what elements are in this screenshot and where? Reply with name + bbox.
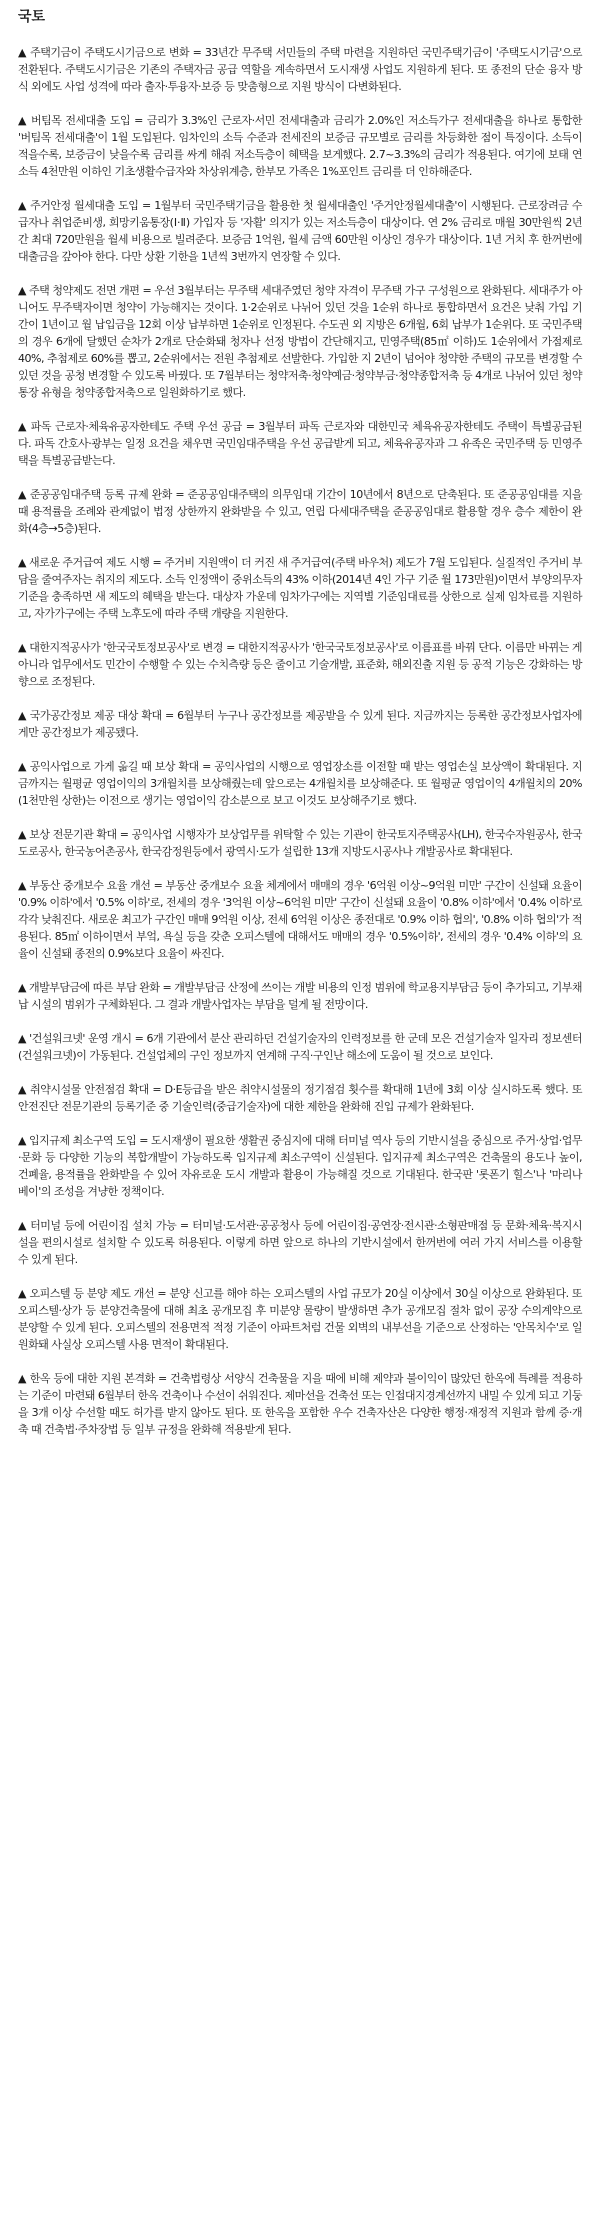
policy-item (18, 1132, 582, 1200)
policy-item (18, 877, 582, 962)
policy-item-text: ▲ 개발부담금에 따른 부담 완화 = 개발부담금 산정에 쓰이는 개발 비용의 인정 범위에 학교용지부담금 등이 추가되고, 기부채납 시설의 범위가 구체화된다. 그 결과 개발사업자는 부담을 덜게 될 전망이다. (18, 981, 582, 1011)
policy-item-text: ▲ 보상 전문기관 확대 = 공익사업 시행자가 보상업무를 위탁할 수 있는 기관이 한국토지주택공사(LH), 한국수자원공사, 한국도로공사, 한국농어촌공사, 한국감정원등에서 광역시·도가 설립한 13개 지방도시공사나 개발공사로 확대된다. (18, 828, 582, 858)
policy-item (18, 1081, 582, 1115)
policy-item-text: ▲ 터미널 등에 어린이집 설치 가능 = 터미널·도서관·공공청사 등에 어린이집·공연장·전시관·소형판매점 등 문화·체육·복지시설을 편의시설로 설치할 수 있도록 허용된다. 이렇게 하면 앞으로 하나의 기반시설에서 한꺼번에 여러 가지 서비스를 이용할 수 있게 된다. (18, 1219, 582, 1266)
policy-item-text: ▲ 주거안정 월세대출 도입 = 1월부터 국민주택기금을 활용한 첫 월세대출인 '주거안정월세대출'이 시행된다. 근로장려금 수급자나 취업준비생, 희망키움통장(Ⅰ·Ⅱ) 가입자 등 '자활' 의지가 있는 저소득층이 대상이다. 연 2% 금리로 매월 30만원씩 2년간 최대 720만원을 월세 비용으로 빌려준다. 보증금 1억원, 월세 금액 60만원 이상인 경우가 대상이다. 1년 거치 후 한꺼번에 대출금을 갚아야 한다. 다만 상환 기한을 1년씩 3번까지 연장할 수 있다. (18, 199, 582, 263)
policy-item-text: ▲ 공익사업으로 가게 옮길 때 보상 확대 = 공익사업의 시행으로 영업장소를 이전할 때 받는 영업손실 보상액이 확대된다. 지금까지는 월평균 영업이익의 3개월치를 보상해줬는데 앞으로는 4개월치를 보상해준다. 또 월평균 영업이익 4개월치의 20%(1천만원 상한)는 이전으로 생기는 영업이익 감소분으로 보고 이것도 보상해주기로 했다. (18, 760, 582, 807)
policy-item (18, 1217, 582, 1268)
policy-item (18, 282, 582, 401)
policy-item-text: ▲ 입지규제 최소구역 도입 = 도시재생이 필요한 생활권 중심지에 대해 터미널 역사 등의 기반시설을 중심으로 주거·상업·업무·문화 등 다양한 기능의 복합개발이 가능하도록 입지규제 최소구역이 신설된다. 입지규제 최소구역은 건축물의 용도나 높이, 건폐율, 용적률을 완화받을 수 있어 자유로운 도시 개발과 활용이 가능해질 것으로 기대된다. 한국판 '롯폰기 힐스'나 '마리나베이'의 조성을 겨냥한 정책이다. (18, 1134, 582, 1198)
policy-item-text: ▲ 대한지적공사가 '한국국토정보공사'로 변경 = 대한지적공사가 '한국국토정보공사'로 이름표를 바꿔 단다. 이름만 바뀌는 게 아니라 업무에서도 민간이 수행할 수 있는 수치측량 등은 줄이고 기술개발, 표준화, 해외진출 지원 등 공적 기능은 강화하는 방향으로 조정된다. (18, 641, 582, 688)
policy-item (18, 486, 582, 537)
policy-item-text: ▲ 부동산 중개보수 요율 개선 = 부동산 중개보수 요율 체계에서 매매의 경우 '6억원 이상~9억원 미만' 구간이 신설돼 요율이 '0.9% 이하'에서 '0.5% 이하'로, 전세의 경우 '3억원 이상~6억원 미만' 구간이 신설돼 요율이 '0.8% 이하'에서 '0.4% 이하'로 각각 낮춰진다. 새로운 최고가 구간인 매매 9억원 이상, 전세 6억원 이상은 종전대로 '0.9% 이하 협의', '0.8% 이하 협의'가 적용된다. 85㎡ 이하이면서 부엌, 욕실 등을 갖춘 오피스텔에 대해서도 매매의 경우 '0.5%이하', 전세의 경우 '0.4% 이하'의 요율이 신설돼 종전의 0.9%보다 요율이 싸진다. (18, 879, 582, 960)
policy-item (18, 639, 582, 690)
policy-item (18, 554, 582, 622)
policy-item-text: ▲ '건설워크넷' 운영 개시 = 6개 기관에서 분산 관리하던 건설기술자의 인력정보를 한 군데 모은 건설기술자 일자리 정보센터(건설워크넷)이 가동된다. 건설업체의 구인 정보까지 연계해 구직·구인난 해소에 도움이 될 것으로 보인다. (18, 1032, 582, 1062)
policy-item-text: ▲ 국가공간정보 제공 대상 확대 = 6월부터 누구나 공간정보를 제공받을 수 있게 된다. 지금까지는 등록한 공간정보사업자에게만 공간정보가 제공됐다. (18, 709, 582, 739)
policy-item-text: ▲ 한옥 등에 대한 지원 본격화 = 건축법령상 서양식 건축물을 지을 때에 비해 제약과 불이익이 많았던 한옥에 특례를 적용하는 기준이 마련돼 6월부터 한옥 건축이나 수선이 쉬워진다. 제마선을 건축선 또는 인접대지경계선까지 내밀 수 있게 되고 기둥을 3개 이상 수선할 때도 허가를 받지 않아도 된다. 또 한옥을 포함한 우수 건축자산은 다양한 행정·재정적 지원과 함께 증·개축 때 건축법·주차장법 등 일부 규정을 완화해 적용받게 된다. (18, 1372, 582, 1436)
section-title: 국토 (18, 9, 46, 25)
policy-item (18, 112, 582, 180)
policy-item (18, 1285, 582, 1353)
policy-item-text: ▲ 주택 청약제도 전면 개편 = 우선 3월부터는 무주택 세대주였던 청약 자격이 무주택 가구 구성원으로 완화된다. 세대주가 아니어도 무주택자이면 청약이 가능해지는 것이다. 1·2순위로 나뉘어 있던 것을 1순위 하나로 통합하면서 요건은 낮춰 가입 기간이 1년이고 월 납입금을 12회 이상 납부하면 1순위로 인정된다. 수도권 외 지방은 6개월, 6회 납부가 1순위다. 또 국민주택의 경우 6개에 달했던 순차가 2개로 단순화돼 청자나 선정 방법이 간단해지고, 민영주택(85㎡ 이하)도 1순위에서 가점제로 40%, 추첨제로 60%를 뽑고, 2순위에서는 전원 추첨제로 선발한다. 가입한 지 2년이 넘어야 청약한 주택의 규모를 변경할 수 있던 것을 공청 변경할 수 있도록 바꿨다. 또 7월부터는 청약저축·청약예금·청약부금·청약종합저축 등 4개로 나뉘어 있던 청약통장 유형을 청약종합저축으로 일원화하기로 했다. (18, 284, 582, 399)
policy-item (18, 197, 582, 265)
policy-item (18, 826, 582, 860)
policy-item (18, 758, 582, 809)
policy-item-text: ▲ 준공공임대주택 등록 규제 완화 = 준공공임대주택의 의무임대 기간이 10년에서 8년으로 단축된다. 또 준공공임대를 지을 때 용적률을 조례와 관계없이 법정 상한까지 완화받을 수 있고, 연립 다세대주택을 준공공임대로 활용할 경우 층수 제한이 완화(4층→5층)된다. (18, 488, 582, 535)
policy-item (18, 1370, 582, 1438)
policy-item-text: ▲ 새로운 주거급여 제도 시행 = 주거비 지원액이 더 커진 새 주거급여(주택 바우처) 제도가 7월 도입된다. 실질적인 주거비 부담을 줄여주자는 취지의 제도다. 소득 인정액이 중위소득의 43% 이하(2014년 4인 가구 기준 월 173만원)이면서 부양의무자 기준을 충족하면 새 제도의 혜택을 받는다. 대상자 가운데 임차가구에는 지역별 기준임대료를 상한으로 실제 임차료를 지원하고, 자가가구에는 주택 노후도에 따라 주택 개량을 지원한다. (18, 556, 582, 620)
policy-item-text: ▲ 버팀목 전세대출 도입 = 금리가 3.3%인 근로자·서민 전세대출과 금리가 2.0%인 저소득가구 전세대출을 하나로 통합한 '버팀목 전세대출'이 1월 도입된다. 임차인의 소득 수준과 전세진의 보증금 규모별로 금리를 차등화한 점이 특징이다. 소득이 적을수록, 보증금이 낮을수록 금리를 싸게 해줘 저소득층이 혜택을 보게했다. 2.7~3.3%의 금리가 적용된다. 여기에 보태 연소득 4천만원 이하인 기초생활수급자와 차상위계층, 한부모 가족은 1%포인트 금리를 더 인하해준다. (18, 114, 582, 178)
policy-list (18, 44, 582, 1438)
policy-item (18, 707, 582, 741)
policy-item-text: ▲ 주택기금이 주택도시기금으로 변화 = 33년간 무주택 서민들의 주택 마련을 지원하던 국민주택기금이 '주택도시기금'으로 전환된다. 주택도시기금은 기존의 주택자금 공급 역할을 계속하면서 도시재생 사업도 지원하게 된다. 또 종전의 단순 융자 방식 외에도 사업 성격에 따라 출자·투융자·보증 등 맞춤형으로 지원 방식이 다변화된다. (18, 46, 582, 93)
policy-item-text: ▲ 파독 근로자·체육유공자한테도 주택 우선 공급 = 3월부터 파독 근로자와 대한민국 체육유공자한테도 주택이 특별공급된다. 파독 간호사·광부는 일정 요건을 채우면 국민임대주택을 우선 공급받게 되고, 체육유공자과 그 유족은 국민주택 등 민영주택을 특별공급받는다. (18, 420, 582, 467)
policy-item-text: ▲ 오피스텔 등 분양 제도 개선 = 분양 신고를 해야 하는 오피스텔의 사업 규모가 20실 이상에서 30실 이상으로 완화된다. 또 오피스텔·상가 등 분양건축물에 대해 최초 공개모집 후 미분양 물량이 발생하면 추가 공개모집 절차 없이 공장 수의계약으로 분양할 수 있게 된다. 오피스텔의 전용면적 적정 기준이 아파트처럼 건물 외벽의 내부선을 기준으로 산정하는 '안목치수'로 일원화돼 사실상 오피스텔 사용 면적이 확대된다. (18, 1287, 582, 1351)
policy-item (18, 418, 582, 469)
policy-item (18, 44, 582, 95)
policy-item (18, 1030, 582, 1064)
policy-item (18, 979, 582, 1013)
policy-item-text: ▲ 취약시설물 안전점검 확대 = D·E등급을 받은 취약시설물의 정기점검 횟수를 확대해 1년에 3회 이상 실시하도록 했다. 또 안전진단 전문기관의 등록기준 중 기술인력(중급기술자)에 대한 제한을 완화해 진입 규제가 완화된다. (18, 1083, 582, 1113)
